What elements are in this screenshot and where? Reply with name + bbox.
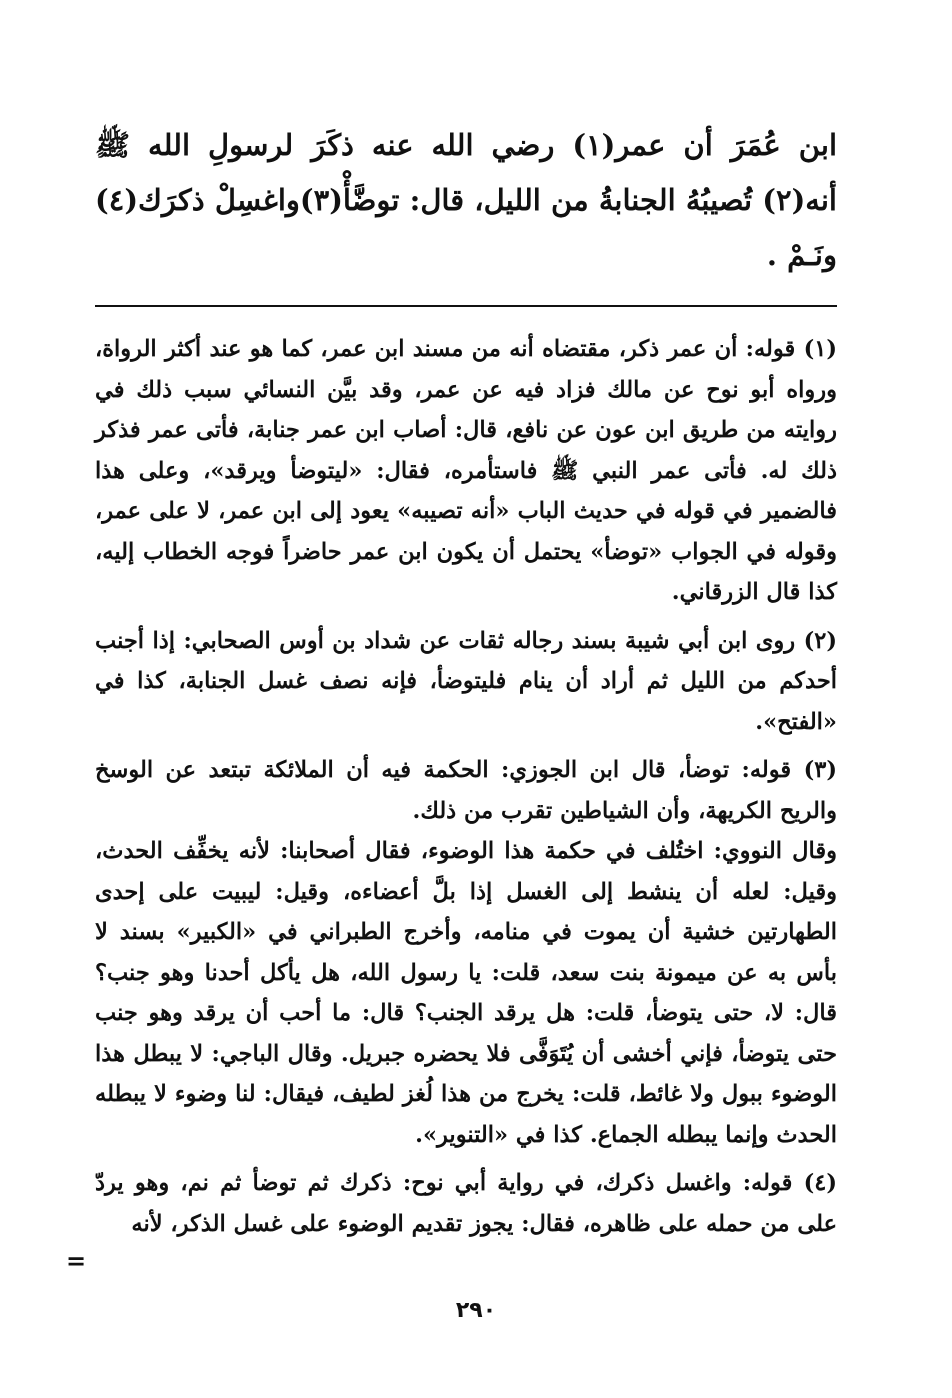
footnote-number: (١) <box>803 336 837 362</box>
footnote-divider <box>95 305 837 307</box>
footnote-3 <box>95 750 837 831</box>
footnotes <box>95 329 837 1244</box>
main-text: ابن عُمَرَ أن عمر(١) رضي الله عنه ذكَرَ لرسولِ الله ﷺ أنه(٢) تُصيبُهُ الجنابةُ من الليل، قال: توضَّأْ(٣)واغسِلْ ذكرَك(٤) ونَـمْ . <box>95 128 837 272</box>
footnote-number: (٢) <box>803 627 837 654</box>
continuation-mark: = <box>66 1247 87 1275</box>
footnote-2 <box>95 621 837 743</box>
footnote-number: (٤) <box>803 1170 837 1196</box>
footnote-text: قوله: توضأ، قال ابن الجوزي: الحكمة فيه أن الملائكة تبتعد عن الوسخ والريح الكريهة، وأن الشياطين تقرب من ذلك. <box>95 757 837 824</box>
footnote-4 <box>95 1163 837 1244</box>
footnote-text: وقال النووي: اختُلف في حكمة هذا الوضوء، فقال أصحابنا: لأنه يخفِّف الحدث، وقيل: لعله أن ينشط إلى الغسل إذا بلَّ أعضاءه، وقيل: ليبيت على إحدى الطهارتين خشية أن يموت في منامه، وأخرج الطبراني في «الكبير» بسند لا بأس به عن ميمونة بنت سعد، قلت: يا رسول الله، هل يأكل أحدنا وهو جنب؟ قال: لا، حتى يتوضأ، قلت: هل يرقد الجنب؟ قال: ما أحب أن يرقد وهو جنب حتى يتوضأ، فإني أخشى أن يُتَوَفَّى فلا يحضره جبريل. وقال الباجي: لا يبطل هذا الوضوء ببول ولا غائط، قلت: يخرج من هذا لُغز لطيف، فيقال: لنا وضوء لا يبطله الحدث وإنما يبطله الجماع. كذا في «التنوير». <box>95 838 837 1148</box>
footnote-text: قوله: أن عمر ذكر، مقتضاه أنه من مسند ابن عمر، كما هو عند أكثر الرواة، ورواه أبو نوح عن مالك فزاد فيه عن عمر، وقد بيَّن النسائي سبب ذلك في روايته من طريق ابن عون عن نافع، قال: أصاب ابن عمر جنابة، فأتى عمر فذكر ذلك له. فأتى عمر النبي ﷺ فاستأمره، فقال: «ليتوضأ ويرقد»، وعلى هذا فالضمير في قوله في حديث الباب «أنه تصيبه» يعود إلى ابن عمر، لا على عمر، وقوله في الجواب «توضأ» يحتمل أن يكون ابن عمر حاضراً فوجه الخطاب إليه، كذا قال الزرقاني. <box>95 336 837 605</box>
footnote-3-continued <box>95 831 837 1155</box>
page-body <box>95 118 837 1252</box>
page-number: ٢٩٠ <box>455 1298 497 1323</box>
footnote-text: روى ابن أبي شيبة بسند رجاله ثقات عن شداد بن أوس الصحابي: إذا أجنب أحدكم من الليل ثم أراد أن ينام فليتوضأ، فإنه نصف غسل الجنابة، كذا في «الفتح». <box>95 627 837 735</box>
footnote-1 <box>95 329 837 613</box>
footnote-text: قوله: واغسل ذكرك، في رواية أبي نوح: ذكرك ثم توضأ ثم نم، وهو يردّ على من حمله على ظاهره، فقال: يجوز تقديم الوضوء على غسل الذكر، لأنه <box>95 1170 837 1237</box>
footnote-number: (٣) <box>803 757 837 783</box>
